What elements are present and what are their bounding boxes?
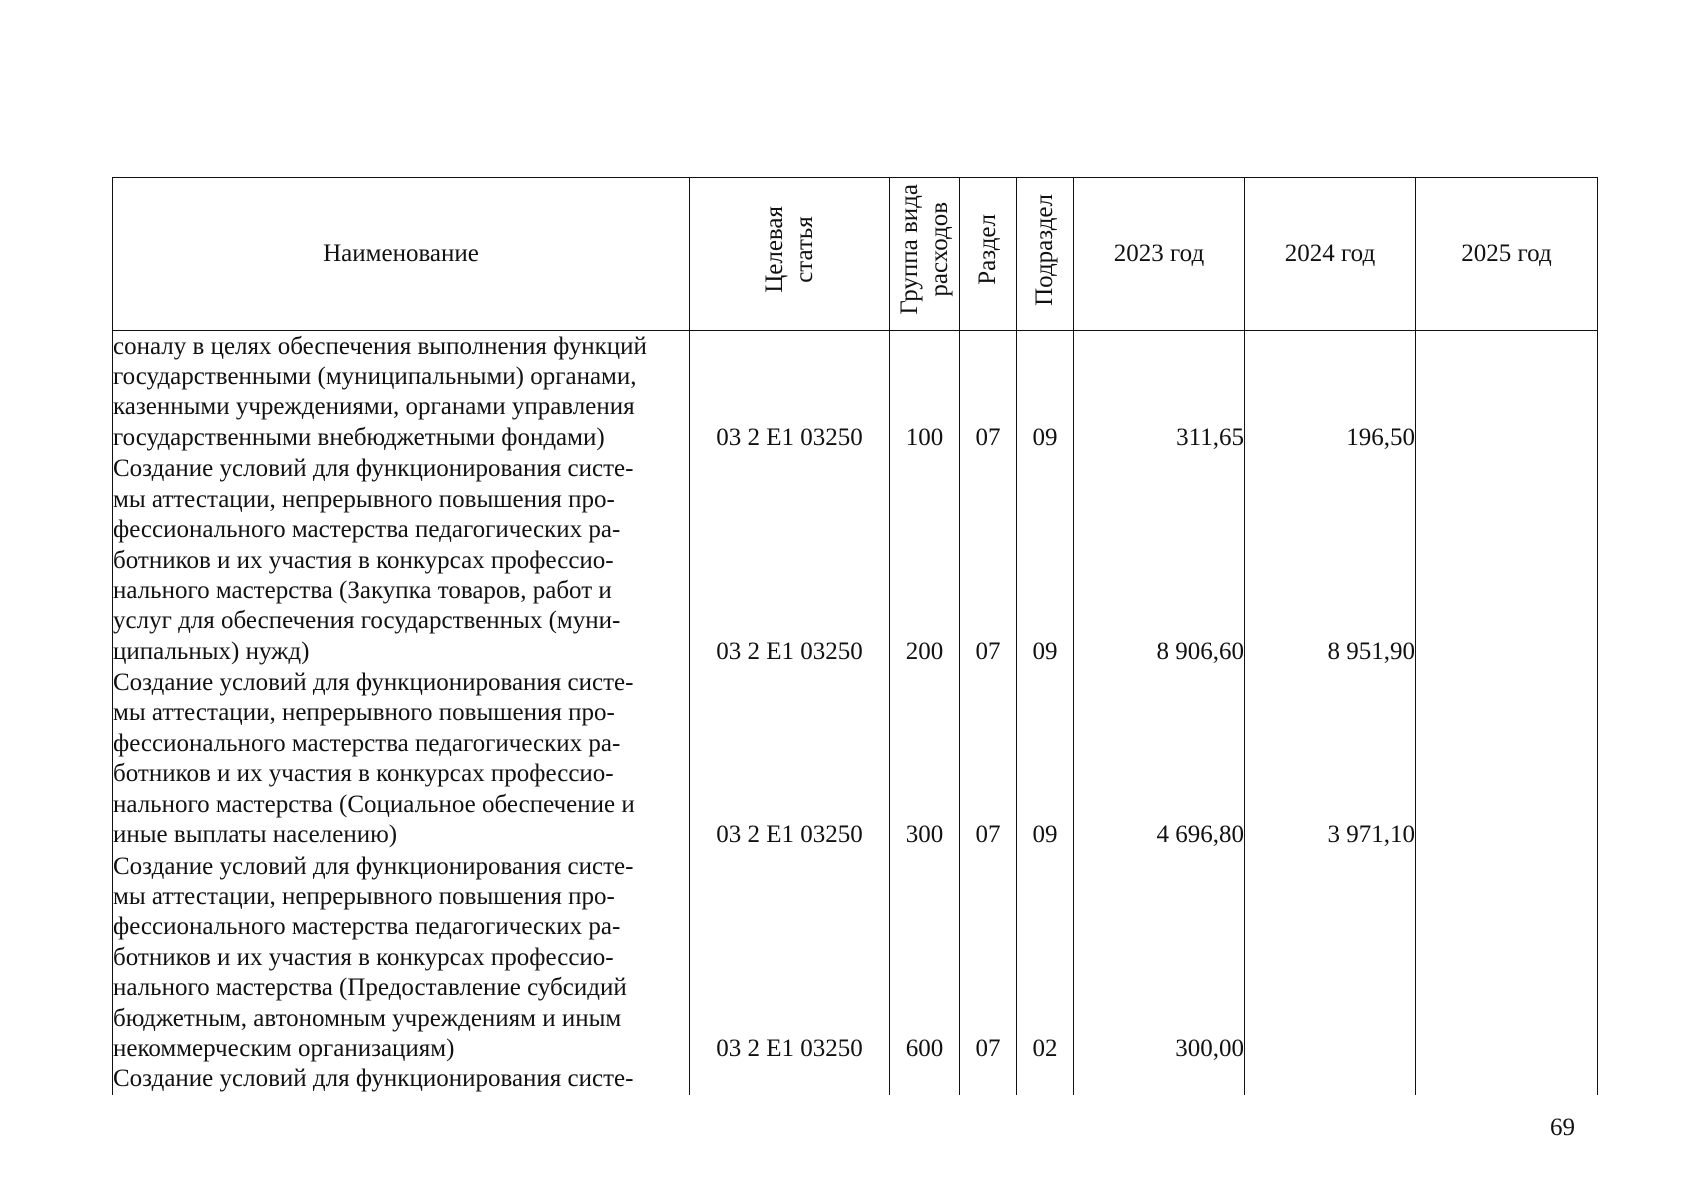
cell-group: 200: [890, 453, 960, 667]
row-name-line: мы аттестации, непрерывного повышения про-: [113, 699, 615, 727]
cell-subsection: 09: [1017, 331, 1074, 454]
row-name-line: фессионального мастерства педагогических ра-: [113, 516, 621, 544]
cell-section-empty: [960, 1064, 1017, 1095]
cell-section: 07: [960, 667, 1017, 850]
table-row: [113, 453, 1598, 667]
header-2024: 2024 год: [1245, 178, 1416, 331]
row-name-line: государственными (муниципальными) органами,: [113, 363, 637, 391]
row-name-cell: [113, 667, 690, 850]
header-2023: 2023 год: [1074, 178, 1245, 331]
cell-subsection: 09: [1017, 453, 1074, 667]
row-name-line: бюджетным, автономным учреждениям и иным: [113, 1004, 622, 1032]
table-row: [113, 331, 1598, 454]
row-name-line: некоммерческим организациям): [113, 1035, 455, 1062]
cell-y2025: [1416, 453, 1598, 667]
cell-y2024: 196,50: [1245, 331, 1416, 454]
page-number: 69: [1550, 1114, 1575, 1141]
row-name-line: Создание условий для функционирования систе-: [113, 455, 634, 483]
cell-y2025: [1416, 331, 1598, 454]
row-name-line: ципальных) нужд): [113, 637, 310, 665]
cell-y2024: [1245, 851, 1416, 1065]
row-name-line: соналу в целях обеспечения выполнения функций: [113, 332, 647, 360]
row-name-line: нального мастерства (Социальное обеспечение и: [113, 790, 635, 818]
cell-subsection: 09: [1017, 667, 1074, 850]
cell-y2023: 300,00: [1074, 851, 1245, 1065]
cell-target: 03 2 Е1 03250: [690, 331, 890, 454]
row-name-cell: [113, 453, 690, 667]
row-name-line: нального мастерства (Предоставление субсидий: [113, 974, 627, 1002]
row-name-line: ботников и их участия в конкурсах профессио-: [113, 546, 614, 574]
cell-subsection-empty: [1017, 1064, 1074, 1095]
row-name-line: мы аттестации, непрерывного повышения про-: [113, 485, 615, 513]
cell-target: 03 2 Е1 03250: [690, 453, 890, 667]
row-name-line: казенными учреждениями, органами управления: [113, 393, 635, 421]
row-name-line: услуг для обеспечения государственных (муни-: [113, 607, 621, 635]
cell-y2024: 3 971,10: [1245, 667, 1416, 850]
row-name-line: мы аттестации, непрерывного повышения про-: [113, 882, 615, 910]
budget-table: [112, 177, 1598, 1095]
cell-y2024: 8 951,90: [1245, 453, 1416, 667]
cell-group: 100: [890, 331, 960, 454]
cell-subsection: 02: [1017, 851, 1074, 1065]
row-name-line: ботников и их участия в конкурсах профессио-: [113, 943, 614, 971]
cell-target: 03 2 Е1 03250: [690, 851, 890, 1065]
cell-group: 600: [890, 851, 960, 1065]
row-name-cell: [113, 331, 690, 454]
row-name-line: государственными внебюджетными фондами): [113, 423, 605, 451]
cell-y2023: 311,65: [1074, 331, 1245, 454]
cell-target-empty: [690, 1064, 890, 1095]
table-row-continued: [113, 1064, 1598, 1095]
row-name-line: Создание условий для функционирования систе-: [113, 852, 634, 880]
cell-y2025: [1416, 851, 1598, 1065]
cell-y2024-empty: [1245, 1064, 1416, 1095]
row-name-line: фессионального мастерства педагогических ра-: [113, 913, 621, 941]
cell-y2023-empty: [1074, 1064, 1245, 1095]
row-name-line: Создание условий для функционирования систе-: [113, 669, 634, 697]
cell-section: 07: [960, 331, 1017, 454]
header-name: Наименование: [113, 178, 690, 331]
header-2025: 2025 год: [1416, 178, 1598, 331]
row-name-line: фессионального мастерства педагогических ра-: [113, 729, 621, 757]
header-section: Раздел: [960, 178, 1017, 331]
cell-y2025-empty: [1416, 1064, 1598, 1095]
row-name-line: ботников и их участия в конкурсах профессио-: [113, 760, 614, 788]
cell-section: 07: [960, 851, 1017, 1065]
header-group: Группа вида расходов: [890, 178, 960, 331]
cell-y2023: 8 906,60: [1074, 453, 1245, 667]
cell-group: 300: [890, 667, 960, 850]
row-name-line: Создание условий для функционирования систе-: [113, 1065, 634, 1093]
cell-y2025: [1416, 667, 1598, 850]
cell-target: 03 2 Е1 03250: [690, 667, 890, 850]
cell-section: 07: [960, 453, 1017, 667]
row-name-line: иные выплаты населению): [113, 821, 398, 849]
row-name-line: нального мастерства (Закупка товаров, работ и: [113, 576, 612, 604]
table-row: [113, 851, 1598, 1065]
cell-group-empty: [890, 1064, 960, 1095]
header-subsection: Подраздел: [1017, 178, 1074, 331]
table-row: [113, 667, 1598, 850]
cell-y2023: 4 696,80: [1074, 667, 1245, 850]
header-target: Целевая статья: [690, 178, 890, 331]
row-name-cell: [113, 1064, 690, 1095]
row-name-cell: [113, 851, 690, 1065]
table-header-row: [113, 178, 1598, 331]
